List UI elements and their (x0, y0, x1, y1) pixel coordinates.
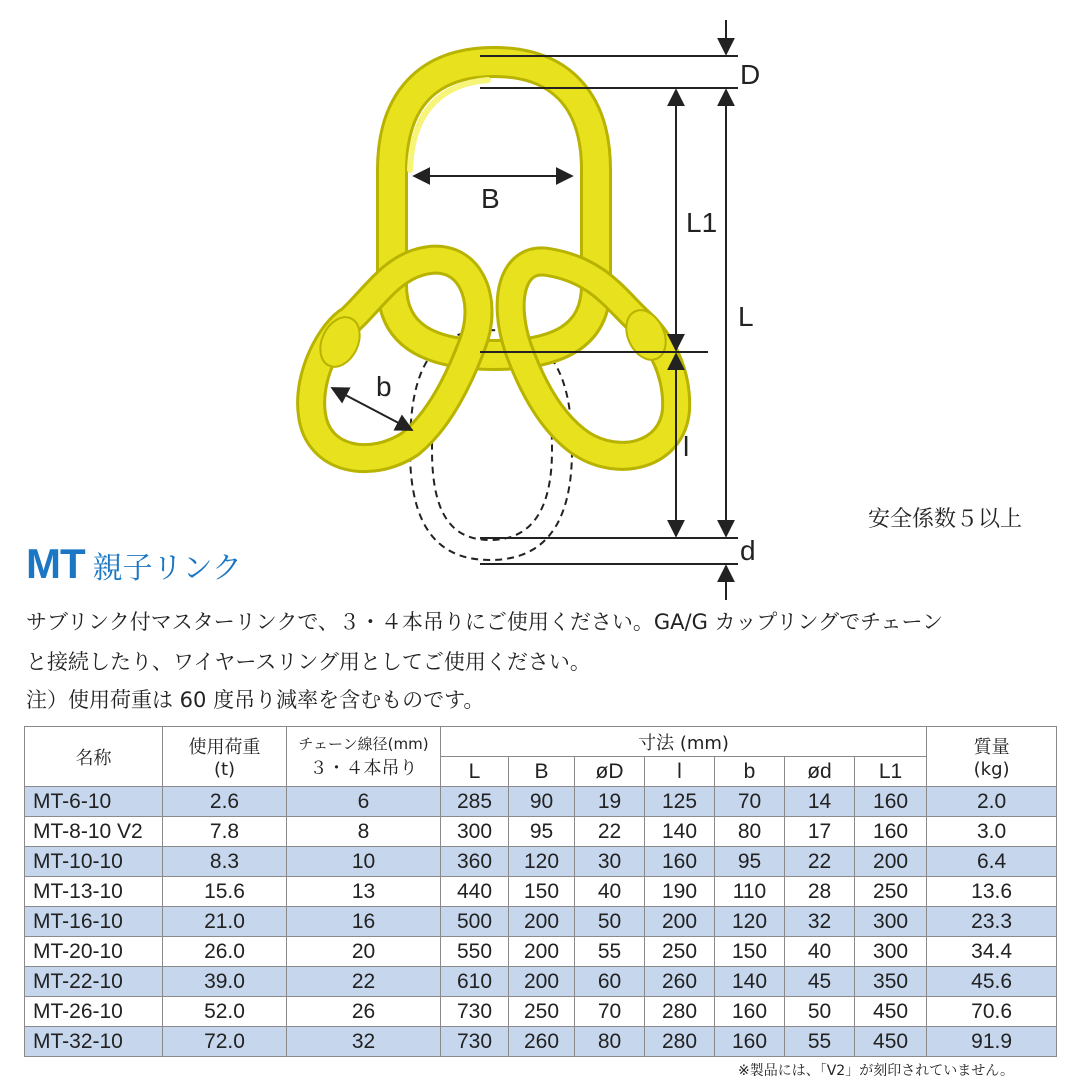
label-D: D (740, 59, 761, 90)
cell-B: 95 (509, 817, 575, 847)
cell-b: 160 (715, 997, 785, 1027)
table-row (25, 997, 1057, 1027)
safety-factor: 安全係数５以上 (868, 507, 1023, 532)
cell-name: MT-13-10 (25, 877, 163, 907)
label-b: b (376, 371, 392, 402)
table-row (25, 787, 1057, 817)
cell-D: 19 (575, 787, 645, 817)
cell-name: MT-16-10 (25, 907, 163, 937)
cell-load: 72.0 (163, 1027, 287, 1057)
cell-chain: 20 (287, 937, 441, 967)
cell-name: MT-22-10 (25, 967, 163, 997)
label-L1: L1 (686, 207, 718, 238)
cell-name: MT-8-10 V2 (25, 817, 163, 847)
cell-name: MT-20-10 (25, 937, 163, 967)
header-load-label: 使用荷重 (188, 737, 261, 758)
cell-name: MT-10-10 (25, 847, 163, 877)
cell-l: 250 (645, 937, 715, 967)
cell-chain: 10 (287, 847, 441, 877)
spec-table-body (25, 787, 1057, 1057)
label-d: d (740, 535, 756, 566)
cell-B: 90 (509, 787, 575, 817)
cell-b: 95 (715, 847, 785, 877)
cell-B: 150 (509, 877, 575, 907)
cell-l: 260 (645, 967, 715, 997)
cell-d: 22 (785, 847, 855, 877)
cell-d: 40 (785, 937, 855, 967)
cell-chain: 22 (287, 967, 441, 997)
cell-D: 40 (575, 877, 645, 907)
cell-L1: 350 (855, 967, 927, 997)
cell-mass: 2.0 (927, 787, 1057, 817)
cell-b: 150 (715, 937, 785, 967)
cell-chain: 8 (287, 817, 441, 847)
cell-name: MT-6-10 (25, 787, 163, 817)
product-name: 親子リンク (92, 551, 243, 586)
cell-L1: 300 (855, 907, 927, 937)
table-row (25, 967, 1057, 997)
cell-L: 730 (441, 1027, 509, 1057)
cell-l: 280 (645, 1027, 715, 1057)
cell-b: 120 (715, 907, 785, 937)
cell-d: 17 (785, 817, 855, 847)
cell-L1: 160 (855, 817, 927, 847)
table-row (25, 817, 1057, 847)
cell-mass: 3.0 (927, 817, 1057, 847)
cell-mass: 23.3 (927, 907, 1057, 937)
header-chain-unit: (mm) (387, 735, 429, 753)
header-name: 名称 (25, 727, 163, 787)
cell-L1: 200 (855, 847, 927, 877)
header-mass-unit: (kg) (973, 759, 1010, 780)
cell-load: 8.3 (163, 847, 287, 877)
table-row (25, 937, 1057, 967)
header-dim-b: b (715, 757, 785, 787)
cell-b: 160 (715, 1027, 785, 1057)
cell-L: 300 (441, 817, 509, 847)
cell-mass: 91.9 (927, 1027, 1057, 1057)
product-title (26, 540, 242, 588)
cell-l: 200 (645, 907, 715, 937)
cell-L: 610 (441, 967, 509, 997)
cell-load: 2.6 (163, 787, 287, 817)
footnote: ※製品には、「V2」が刻印されていません。 (738, 1063, 1015, 1079)
cell-L1: 160 (855, 787, 927, 817)
table-row (25, 847, 1057, 877)
cell-chain: 26 (287, 997, 441, 1027)
header-dim-B: B (509, 757, 575, 787)
header-load (163, 727, 287, 787)
header-mass-label: 質量 (973, 737, 1010, 758)
cell-l: 160 (645, 847, 715, 877)
cell-b: 70 (715, 787, 785, 817)
label-l: l (683, 431, 690, 462)
cell-L1: 450 (855, 1027, 927, 1057)
cell-L1: 250 (855, 877, 927, 907)
cell-mass: 34.4 (927, 937, 1057, 967)
cell-load: 39.0 (163, 967, 287, 997)
cell-D: 60 (575, 967, 645, 997)
cell-B: 200 (509, 937, 575, 967)
cell-chain: 32 (287, 1027, 441, 1057)
header-dim-l: l (645, 757, 715, 787)
description-line-1: サブリンク付マスターリンクで、３・４本吊りにご使用ください。GA/G カップリングでチェーン (26, 610, 944, 634)
header-dim-L1: L1 (855, 757, 927, 787)
cell-chain: 16 (287, 907, 441, 937)
sub-link-right (511, 261, 677, 455)
header-chain-sub: ３・４本吊り (309, 758, 418, 779)
cell-B: 250 (509, 997, 575, 1027)
cell-L: 360 (441, 847, 509, 877)
cell-L1: 300 (855, 937, 927, 967)
cell-b: 110 (715, 877, 785, 907)
description-note: 注）使用荷重は 60 度吊り減率を含むものです。 (26, 688, 485, 712)
header-mass (927, 727, 1057, 787)
cell-load: 7.8 (163, 817, 287, 847)
cell-L: 500 (441, 907, 509, 937)
cell-L1: 450 (855, 997, 927, 1027)
cell-D: 80 (575, 1027, 645, 1057)
cell-b: 140 (715, 967, 785, 997)
header-load-unit: (t) (213, 759, 236, 780)
cell-l: 280 (645, 997, 715, 1027)
cell-B: 120 (509, 847, 575, 877)
cell-b: 80 (715, 817, 785, 847)
cell-d: 50 (785, 997, 855, 1027)
header-chain-label: チェーン線径 (298, 735, 388, 753)
header-dimensions: 寸法 (mm) (441, 727, 927, 757)
cell-D: 30 (575, 847, 645, 877)
cell-D: 70 (575, 997, 645, 1027)
header-dim-L: L (441, 757, 509, 787)
cell-B: 260 (509, 1027, 575, 1057)
cell-mass: 45.6 (927, 967, 1057, 997)
cell-l: 125 (645, 787, 715, 817)
cell-load: 15.6 (163, 877, 287, 907)
cell-d: 55 (785, 1027, 855, 1057)
cell-name: MT-32-10 (25, 1027, 163, 1057)
cell-chain: 6 (287, 787, 441, 817)
cell-d: 45 (785, 967, 855, 997)
header-dim-d: ød (785, 757, 855, 787)
cell-mass: 70.6 (927, 997, 1057, 1027)
cell-d: 28 (785, 877, 855, 907)
product-model: MT (26, 540, 85, 587)
cell-D: 22 (575, 817, 645, 847)
cell-l: 140 (645, 817, 715, 847)
label-L: L (738, 301, 754, 332)
cell-L: 440 (441, 877, 509, 907)
cell-L: 285 (441, 787, 509, 817)
cell-load: 21.0 (163, 907, 287, 937)
cell-D: 50 (575, 907, 645, 937)
cell-mass: 6.4 (927, 847, 1057, 877)
cell-L: 550 (441, 937, 509, 967)
cell-B: 200 (509, 907, 575, 937)
label-B: B (481, 183, 500, 214)
header-dim-D: øD (575, 757, 645, 787)
table-row (25, 1027, 1057, 1057)
cell-L: 730 (441, 997, 509, 1027)
cell-d: 32 (785, 907, 855, 937)
cell-chain: 13 (287, 877, 441, 907)
header-chain (287, 727, 441, 787)
cell-name: MT-26-10 (25, 997, 163, 1027)
cell-mass: 13.6 (927, 877, 1057, 907)
cell-load: 26.0 (163, 937, 287, 967)
cell-l: 190 (645, 877, 715, 907)
description-line-2: と接続したり、ワイヤースリング用としてご使用ください。 (26, 650, 591, 674)
cell-D: 55 (575, 937, 645, 967)
cell-load: 52.0 (163, 997, 287, 1027)
table-row (25, 877, 1057, 907)
table-row (25, 907, 1057, 937)
cell-d: 14 (785, 787, 855, 817)
spec-table (24, 726, 1057, 1057)
cell-B: 200 (509, 967, 575, 997)
sub-link-left (311, 260, 478, 458)
